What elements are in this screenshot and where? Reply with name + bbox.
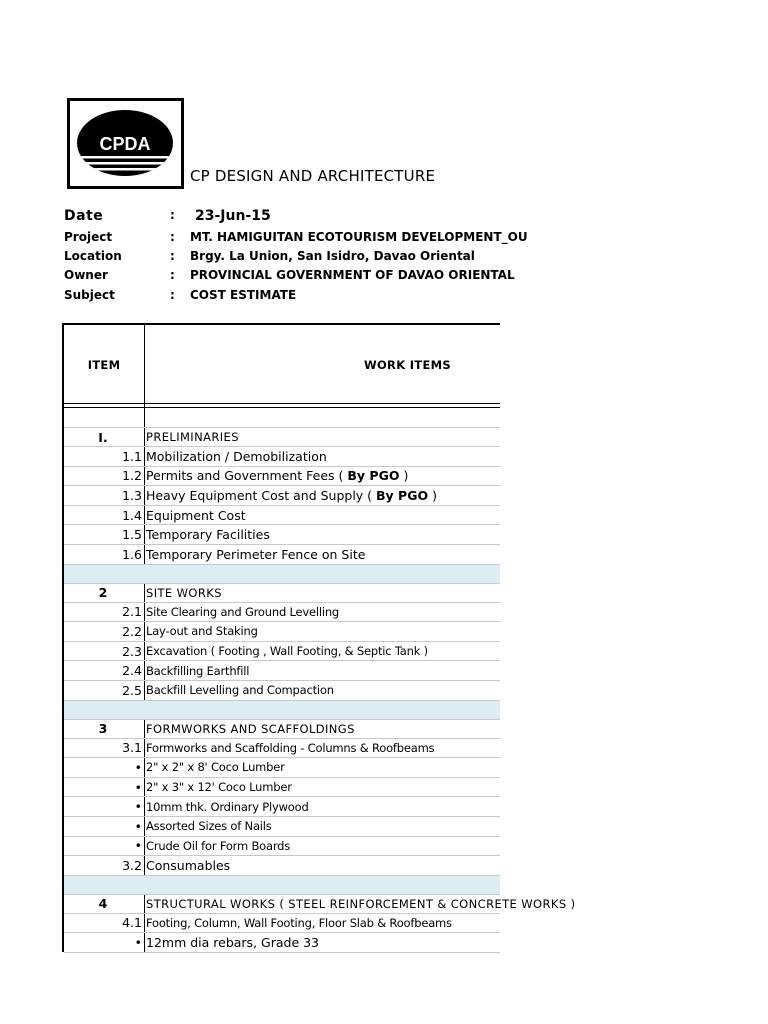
description-text: SITE WORKS [146, 585, 222, 600]
owner-colon: : [170, 268, 175, 282]
description-text: Formworks and Scaffolding - Columns & Roofbeams [146, 740, 435, 755]
subject-label: Subject [64, 288, 115, 302]
description-text: Equipment Cost [146, 507, 246, 523]
location-label: Location [64, 249, 122, 263]
date-label: Date [64, 208, 104, 224]
description-suffix-text: ) [399, 468, 409, 484]
description-text: 2" x 2" x 8' Coco Lumber [146, 760, 285, 775]
work-item-description [146, 720, 355, 738]
item-number: 4 [98, 896, 108, 912]
item-number [64, 701, 142, 719]
description-text: Crude Oil for Form Boards [146, 838, 291, 853]
table-row [64, 486, 500, 506]
work-item-description [146, 525, 270, 544]
work-item-description [146, 506, 246, 525]
table-row [64, 622, 500, 642]
subject-colon: : [170, 288, 175, 302]
description-text: Assorted Sizes of Nails [146, 819, 272, 834]
description-text: Excavation ( Footing , Wall Footing, & Septic Tank ) [146, 644, 428, 659]
description-text: Temporary Facilities [146, 527, 270, 543]
owner-label: Owner [64, 268, 108, 282]
work-item-description [146, 661, 249, 680]
project-label: Project [64, 230, 113, 244]
description-text: Backfilling Earthfill [146, 663, 250, 678]
item-number: 2 [98, 585, 108, 601]
work-item-description [146, 817, 272, 836]
company-name: CP DESIGN AND ARCHITECTURE [190, 167, 436, 185]
separator-row [64, 876, 500, 895]
project-colon: : [170, 230, 175, 244]
table-row [64, 778, 500, 798]
description-text: Consumables [146, 857, 231, 873]
item-number: • [134, 759, 142, 775]
description-text: Mobilization / Demobilization [146, 448, 327, 464]
item-number: 1.2 [122, 468, 142, 484]
work-item-description [146, 486, 437, 505]
description-text: Backfill Levelling and Compaction [146, 683, 334, 698]
work-item-description [146, 603, 339, 622]
table-body [64, 409, 576, 953]
table-row [64, 914, 500, 934]
description-text: FORMWORKS AND SCAFFOLDINGS [146, 721, 355, 736]
description-text: STRUCTURAL WORKS ( STEEL REINFORCEMENT & CONCRETE WORKS ) [146, 896, 576, 911]
separator-row [64, 701, 500, 720]
item-number: 2.3 [122, 643, 142, 659]
section-row [64, 895, 576, 914]
description-text: Footing, Column, Wall Footing, Floor Slab & Roofbeams [146, 915, 452, 930]
separator-row [64, 565, 500, 584]
item-number: • [134, 818, 142, 834]
item-number [64, 565, 142, 583]
work-item-description [146, 778, 292, 797]
table-row [64, 817, 500, 837]
work-item-description [146, 467, 408, 486]
work-item-description [146, 758, 285, 777]
work-item-description [146, 642, 428, 661]
header-item: ITEM [87, 358, 121, 372]
description-bold-text: By PGO [376, 487, 429, 503]
table-row [64, 837, 500, 857]
item-number: • [134, 935, 142, 951]
header-double-rule [64, 403, 500, 408]
location-colon: : [170, 249, 175, 263]
table-row [64, 467, 500, 487]
section-row [64, 428, 500, 447]
item-number: 3.2 [122, 857, 142, 873]
description-bold-text: By PGO [347, 468, 400, 484]
item-number: 2.4 [122, 663, 142, 679]
table-row [64, 758, 500, 778]
table-row [64, 933, 500, 953]
item-number: 2.5 [122, 682, 142, 698]
item-number [64, 876, 142, 894]
work-item-description [146, 447, 327, 466]
table-row [64, 681, 500, 701]
item-number: I. [98, 429, 108, 445]
description-text: 10mm thk. Ordinary Plywood [146, 799, 309, 814]
location-value: Brgy. La Union, San Isidro, Davao Oriental [190, 249, 475, 263]
section-row [64, 584, 500, 603]
table-row [64, 409, 500, 428]
project-value: MT. HAMIGUITAN ECOTOURISM DEVELOPMENT_OU [190, 230, 528, 244]
table-row [64, 856, 500, 876]
work-item-description [146, 428, 239, 446]
table-row [64, 797, 500, 817]
item-number: 1.3 [122, 487, 142, 503]
work-item-description [146, 739, 434, 758]
work-item-description [146, 545, 365, 564]
item-number: • [134, 779, 142, 795]
item-number: • [134, 799, 142, 815]
table-row [64, 506, 500, 526]
work-item-description [146, 622, 258, 641]
table-row [64, 525, 500, 545]
table-row [64, 642, 500, 662]
item-number: 3.1 [122, 740, 142, 756]
cost-estimate-table [62, 323, 576, 952]
description-text: Heavy Equipment Cost and Supply ( [146, 487, 377, 503]
description-text: Permits and Government Fees ( [146, 468, 348, 484]
description-text: Temporary Perimeter Fence on Site [146, 546, 366, 562]
item-number: 1.4 [122, 507, 142, 523]
table-row [64, 603, 500, 623]
work-item-description [146, 914, 452, 933]
work-item-description [146, 933, 319, 952]
item-number: 4.1 [122, 915, 142, 931]
cpda-logo-icon [70, 101, 181, 186]
item-number: 1.5 [122, 527, 142, 543]
description-text: Lay-out and Staking [146, 624, 258, 639]
work-item-description [146, 856, 230, 875]
description-suffix-text: ) [428, 487, 437, 503]
table-row [64, 545, 500, 565]
subject-value: COST ESTIMATE [190, 288, 297, 302]
logo-text: CPDA [99, 134, 151, 154]
item-number: 1.6 [122, 546, 142, 562]
item-number: 2.1 [122, 604, 142, 620]
section-row [64, 720, 500, 739]
table-row [64, 447, 500, 467]
work-item-description [146, 797, 309, 816]
item-number: • [134, 838, 142, 854]
work-item-description [146, 895, 575, 913]
description-text: PRELIMINARIES [146, 430, 239, 444]
owner-value: PROVINCIAL GOVERNMENT OF DAVAO ORIENTAL [190, 268, 515, 282]
table-row [64, 739, 500, 759]
date-value: 23-Jun-15 [195, 208, 271, 224]
description-text: 12mm dia rebars, Grade 33 [146, 935, 320, 951]
description-text: Site Clearing and Ground Levelling [146, 604, 340, 619]
company-logo [67, 98, 184, 189]
description-text: 2" x 3" x 12' Coco Lumber [146, 780, 292, 795]
item-number: 1.1 [122, 448, 142, 464]
work-item-description [146, 837, 290, 856]
date-colon: : [170, 208, 175, 222]
item-number [64, 409, 142, 427]
work-item-description [146, 681, 334, 700]
item-number: 3 [98, 721, 108, 737]
work-item-description [146, 584, 222, 602]
item-number: 2.2 [122, 623, 142, 639]
table-row [64, 661, 500, 681]
header-work-items: WORK ITEMS [364, 358, 451, 372]
